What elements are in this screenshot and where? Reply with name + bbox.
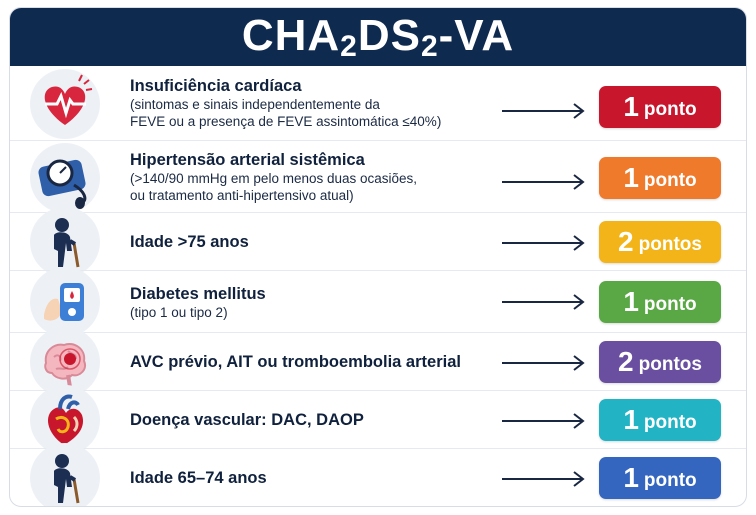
arrow-right-icon (502, 471, 586, 487)
points-value: 1 (623, 462, 639, 493)
points-value: 1 (623, 162, 639, 193)
criteria-detail: (>140/90 mmHg em pelo menos duas ocasiões, (130, 171, 418, 186)
criteria-detail: ou tratamento anti-hipertensivo atual) (130, 188, 354, 203)
points-unit: ponto (643, 412, 697, 433)
points-unit: pontos (638, 354, 702, 375)
score-card (9, 7, 747, 507)
criteria-row-age-75 (10, 212, 746, 271)
criteria-text (130, 76, 441, 130)
arrow-right-icon (502, 294, 586, 310)
points-value: 1 (623, 286, 639, 317)
title-part: -VA (438, 10, 515, 60)
criteria-label: Insuficiência cardíaca (130, 77, 302, 95)
title-part: DS (357, 10, 421, 60)
blood-pressure-cuff-icon (30, 143, 100, 213)
title-part: CHA (241, 10, 341, 60)
criteria-label: Diabetes mellitus (130, 285, 266, 303)
criteria-row-diabetes (10, 270, 746, 333)
criteria-detail: FEVE ou a presença de FEVE assintomática ≤40%) (130, 114, 442, 129)
criteria-text (130, 468, 267, 488)
criteria-label: Doença vascular: DAC, DAOP (130, 411, 364, 429)
points-badge (599, 281, 721, 323)
criteria-row-hypertension (10, 140, 746, 213)
points-unit: pontos (638, 234, 702, 255)
arrow-right-icon (502, 235, 586, 251)
points-unit: ponto (643, 470, 697, 491)
points-badge (599, 157, 721, 199)
heart-icon (30, 69, 100, 139)
criteria-label: AVC prévio, AIT ou tromboembolia arterial (130, 353, 461, 371)
criteria-label: Idade 65–74 anos (130, 469, 267, 487)
points-value: 2 (618, 226, 634, 257)
criteria-label: Hipertensão arterial sistêmica (130, 151, 365, 169)
criteria-row-vascular (10, 390, 746, 449)
criteria-detail: (tipo 1 ou tipo 2) (130, 305, 228, 320)
points-badge (599, 341, 721, 383)
criteria-text (130, 232, 249, 252)
points-badge (599, 399, 721, 441)
title-subscript: 2 (340, 29, 358, 63)
arrow-right-icon (502, 413, 586, 429)
criteria-text (130, 410, 364, 430)
points-unit: ponto (643, 99, 697, 120)
criteria-row-age-65-74 (10, 448, 746, 507)
criteria-row-heart-failure (10, 66, 746, 140)
page-title (242, 11, 514, 64)
points-value: 2 (618, 346, 634, 377)
arrow-right-icon (502, 174, 586, 190)
criteria-label: Idade >75 anos (130, 233, 249, 251)
points-badge (599, 221, 721, 263)
title-subscript: 2 (420, 29, 439, 63)
header-banner (10, 8, 746, 66)
arrow-right-icon (502, 103, 586, 119)
points-value: 1 (623, 91, 639, 122)
points-value: 1 (623, 404, 639, 435)
points-unit: ponto (643, 294, 697, 315)
elderly-person-icon (30, 443, 100, 507)
criteria-row-stroke (10, 332, 746, 391)
criteria-text (130, 352, 461, 372)
arrow-right-icon (502, 355, 586, 371)
points-unit: ponto (643, 170, 697, 191)
criteria-text (130, 284, 266, 321)
criteria-detail: (sintomas e sinais independentemente da (130, 97, 380, 112)
criteria-text (130, 150, 417, 204)
points-badge (599, 457, 721, 499)
points-badge (599, 86, 721, 128)
